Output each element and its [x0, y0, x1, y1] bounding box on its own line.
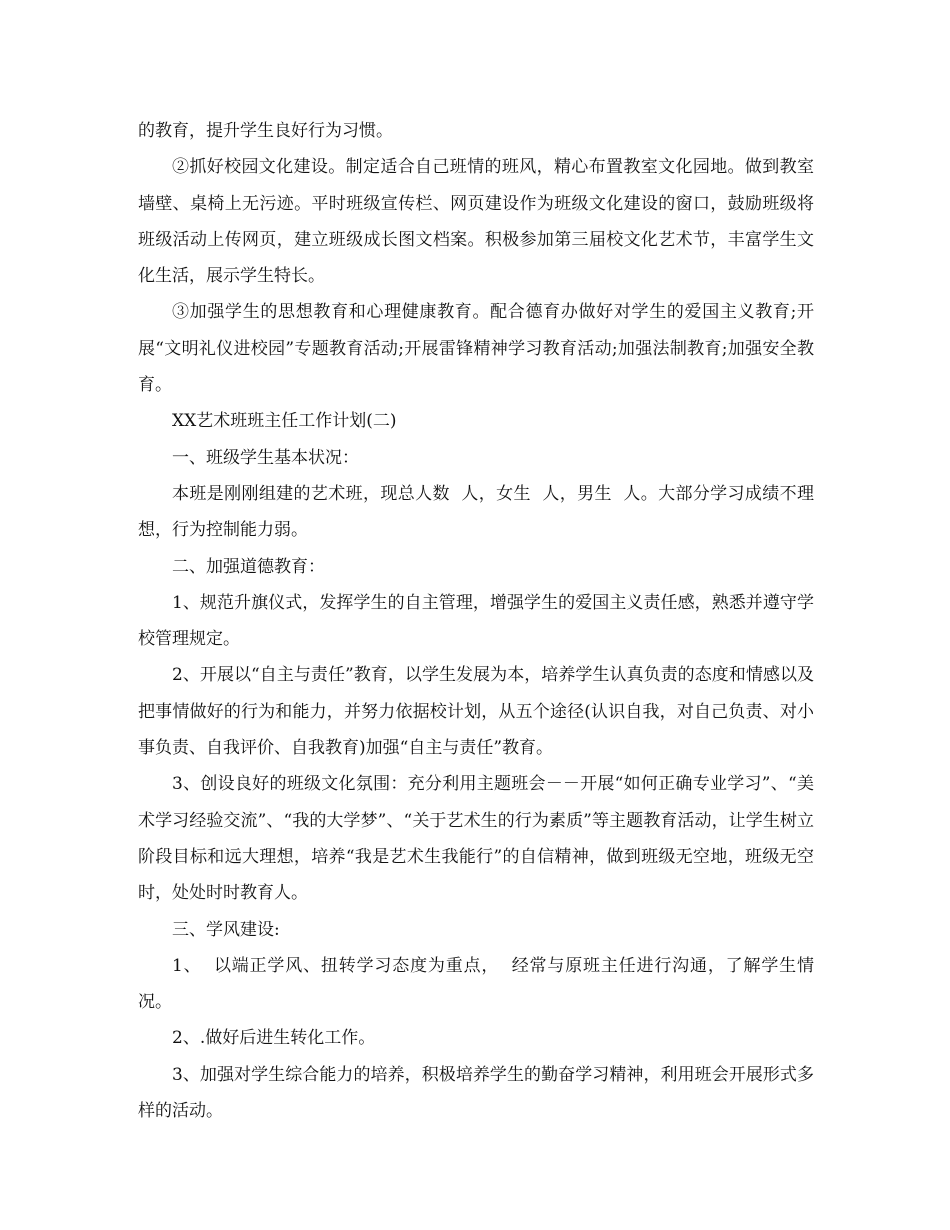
heading-study-style: 三、学风建设: [172, 919, 280, 940]
section-title: XX艺术班班主任工作计划(二) [172, 411, 397, 432]
document-body [138, 113, 814, 1129]
paragraph-study-1: 1、 以端正学风、扭转学习态度为重点， 经常与原班主任进行沟通，了解学生情况。 [138, 955, 814, 1013]
paragraph-moral-2: 2、开展以“自主与责任”教育，以学生发展为本，培养学生认真负责的态度和情感以及把事情做好的行为和能力，并努力依据校计划，从五个途径(认识自我，对自己负责、对小事负责、自我评价、自我教育)加强“自主与责任”教育。 [138, 665, 814, 759]
paragraph-moral-3: 3、创设良好的班级文化氛围：充分利用主题班会－－开展“如何正确专业学习”、“美术学习经验交流”、“我的大学梦”、“关于艺术生的行为素质”等主题教育活动，让学生树立阶段目标和远大理想，培养“我是艺术生我能行”的自信精神，做到班级无空地，班级无空时，处处时时教育人。 [138, 774, 814, 904]
paragraph-study-2: 2、.做好后进生转化工作。 [172, 1028, 376, 1049]
paragraph-1: 的教育，提升学生良好行为习惯。 [138, 121, 393, 141]
heading-class-status: 一、班级学生基本状况： [172, 447, 359, 468]
paragraph-class-status: 本班是刚刚组建的艺术班，现总人数 人，女生 人，男生 人。大部分学习成绩不理想，行为控制能力弱。 [138, 483, 814, 541]
paragraph-2: ②抓好校园文化建设。制定适合自己班情的班风，精心布置教室文化园地。做到教室墙壁、桌椅上无污迹。平时班级宣传栏、网页建设作为班级文化建设的窗口，鼓励班级将班级活动上传网页，建立班级成长图文档案。积极参加第三届校文化艺术节，丰富学生文化生活，展示学生特长。 [138, 157, 814, 287]
paragraph-3: ③加强学生的思想教育和心理健康教育。配合德育办做好对学生的爱国主义教育;开展“文明礼仪进校园”专题教育活动;开展雷锋精神学习教育活动;加强法制教育;加强安全教育。 [138, 302, 814, 396]
paragraph-moral-1: 1、规范升旗仪式，发挥学生的自主管理，增强学生的爱国主义责任感，熟悉并遵守学校管理规定。 [138, 592, 814, 650]
paragraph-study-3: 3、加强对学生综合能力的培养，积极培养学生的勤奋学习精神，利用班会开展形式多样的活动。 [138, 1064, 814, 1122]
heading-moral-education: 二、加强道德教育： [172, 556, 325, 577]
